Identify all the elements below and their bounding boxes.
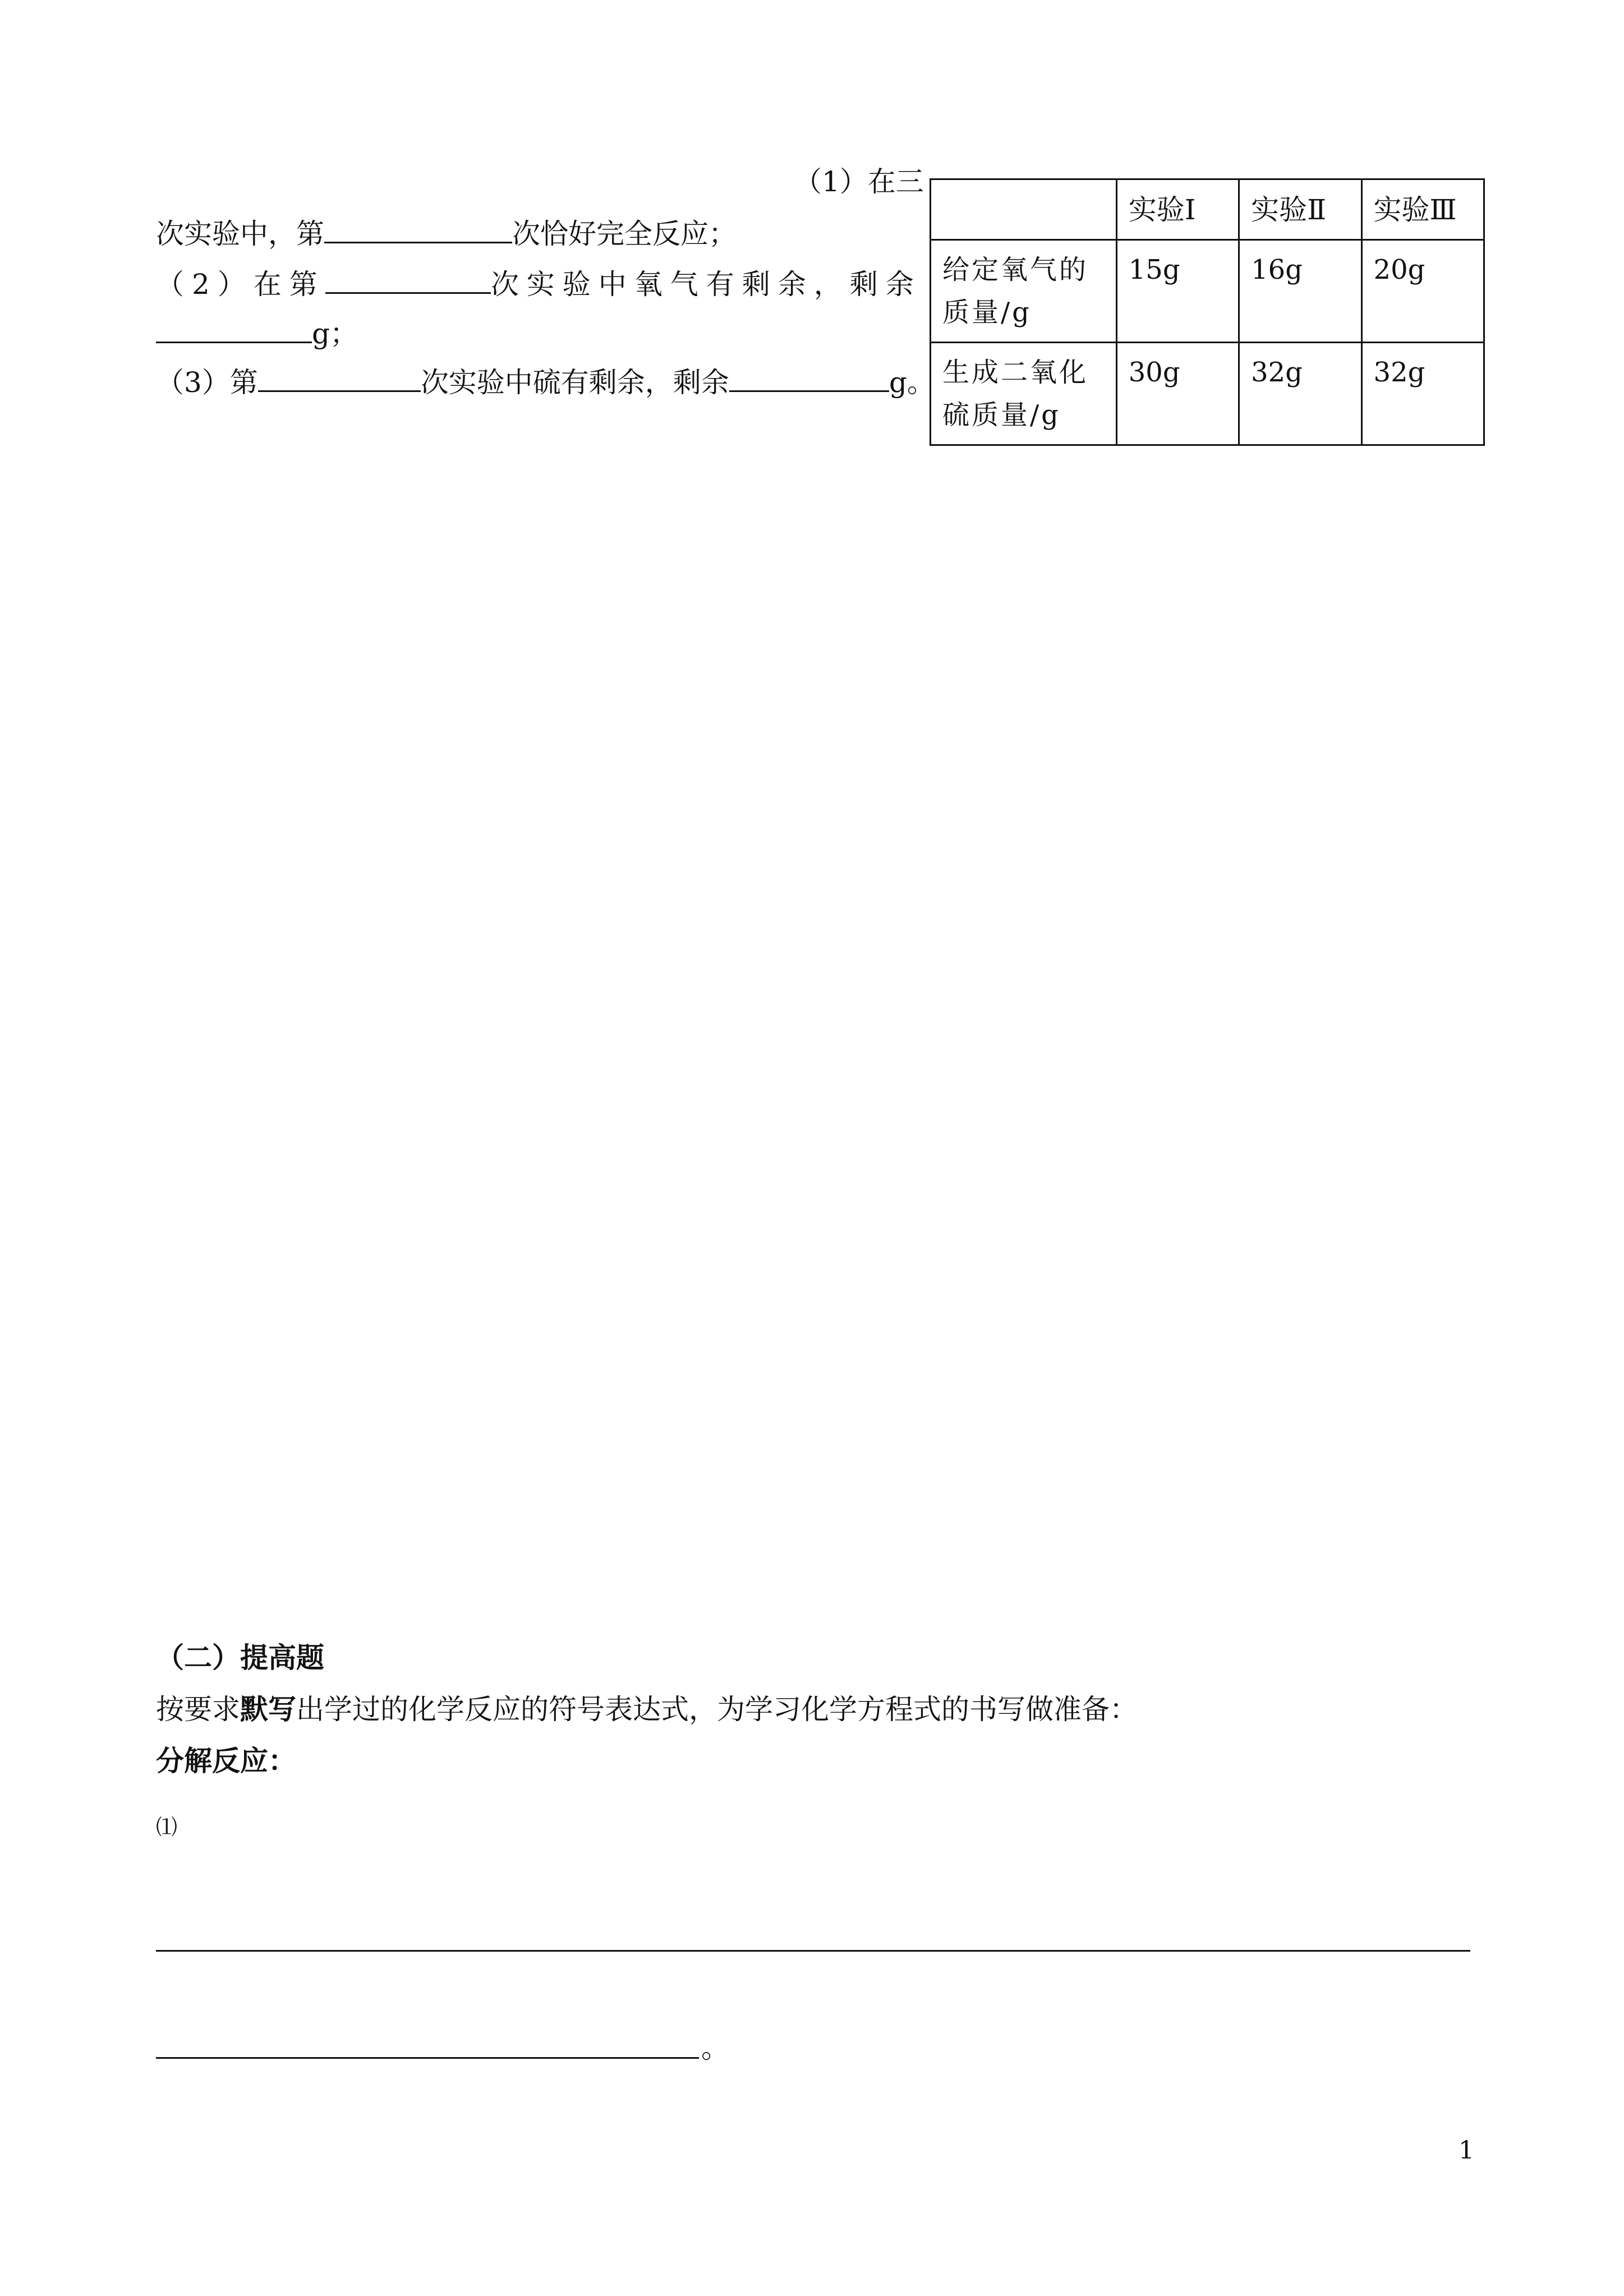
section-heading: （二）提高题 bbox=[156, 1641, 324, 1674]
q1-line-a bbox=[794, 165, 924, 199]
end-mark: 。 bbox=[701, 2032, 729, 2064]
q2-line-a bbox=[156, 266, 922, 301]
table-cell: 16g bbox=[1239, 240, 1361, 343]
instruction-suffix: 出学过的化学反应的符号表达式，为学习化学方程式的书写做准备： bbox=[296, 1693, 1138, 1726]
table-row bbox=[931, 240, 1484, 343]
q3-answer-blank-1[interactable] bbox=[258, 365, 421, 392]
instruction-bold: 默写 bbox=[240, 1693, 296, 1726]
answer-line-2[interactable] bbox=[156, 2057, 699, 2059]
q3-text-c: g。 bbox=[889, 366, 935, 399]
q2-text-b: 次实验中氧气有剩余，剩余 bbox=[490, 268, 922, 301]
table-header-cell: 实验Ⅰ bbox=[1116, 179, 1239, 240]
q3-answer-blank-2[interactable] bbox=[729, 365, 889, 392]
q2-line-b bbox=[156, 316, 358, 351]
q1-text-c: 次恰好完全反应； bbox=[512, 218, 737, 250]
page-number: 1 bbox=[1459, 2136, 1474, 2165]
table-row bbox=[931, 343, 1484, 445]
q1-answer-blank[interactable] bbox=[324, 216, 512, 243]
item-1-label: ⑴ bbox=[156, 1815, 178, 1839]
q1-text-a: （1）在三 bbox=[794, 165, 924, 198]
q2-answer-blank-2[interactable] bbox=[156, 316, 312, 343]
table-cell: 20g bbox=[1361, 240, 1484, 343]
subheading: 分解反应： bbox=[156, 1744, 296, 1777]
experiment-table bbox=[930, 178, 1485, 446]
table-cell: 32g bbox=[1361, 343, 1484, 445]
table-cell: 30g bbox=[1116, 343, 1239, 445]
section-instruction bbox=[156, 1693, 1138, 1726]
q1-line-b bbox=[156, 216, 737, 251]
table-header-cell: 实验Ⅱ bbox=[1239, 179, 1361, 240]
table-cell: 15g bbox=[1116, 240, 1239, 343]
table-cell: 32g bbox=[1239, 343, 1361, 445]
answer-line-1[interactable] bbox=[156, 1950, 1470, 1952]
q2-answer-blank-1[interactable] bbox=[325, 266, 491, 294]
instruction-prefix: 按要求 bbox=[156, 1693, 240, 1726]
q3-text-b: 次实验中硫有剩余，剩余 bbox=[420, 366, 729, 399]
table-row-label: 生成二氧化硫质量/g bbox=[931, 343, 1117, 445]
q3-text-a: （3）第 bbox=[156, 366, 258, 399]
table-header-cell: 实验Ⅲ bbox=[1361, 179, 1484, 240]
q2-text-c: g； bbox=[312, 317, 358, 350]
table-row-label: 给定氧气的质量/g bbox=[931, 240, 1117, 343]
q2-text-a: （2）在第 bbox=[156, 268, 325, 301]
q3-line bbox=[156, 365, 935, 399]
table-header-row bbox=[931, 179, 1484, 240]
q1-text-b: 次实验中，第 bbox=[156, 218, 324, 250]
table-header-cell bbox=[931, 179, 1117, 240]
